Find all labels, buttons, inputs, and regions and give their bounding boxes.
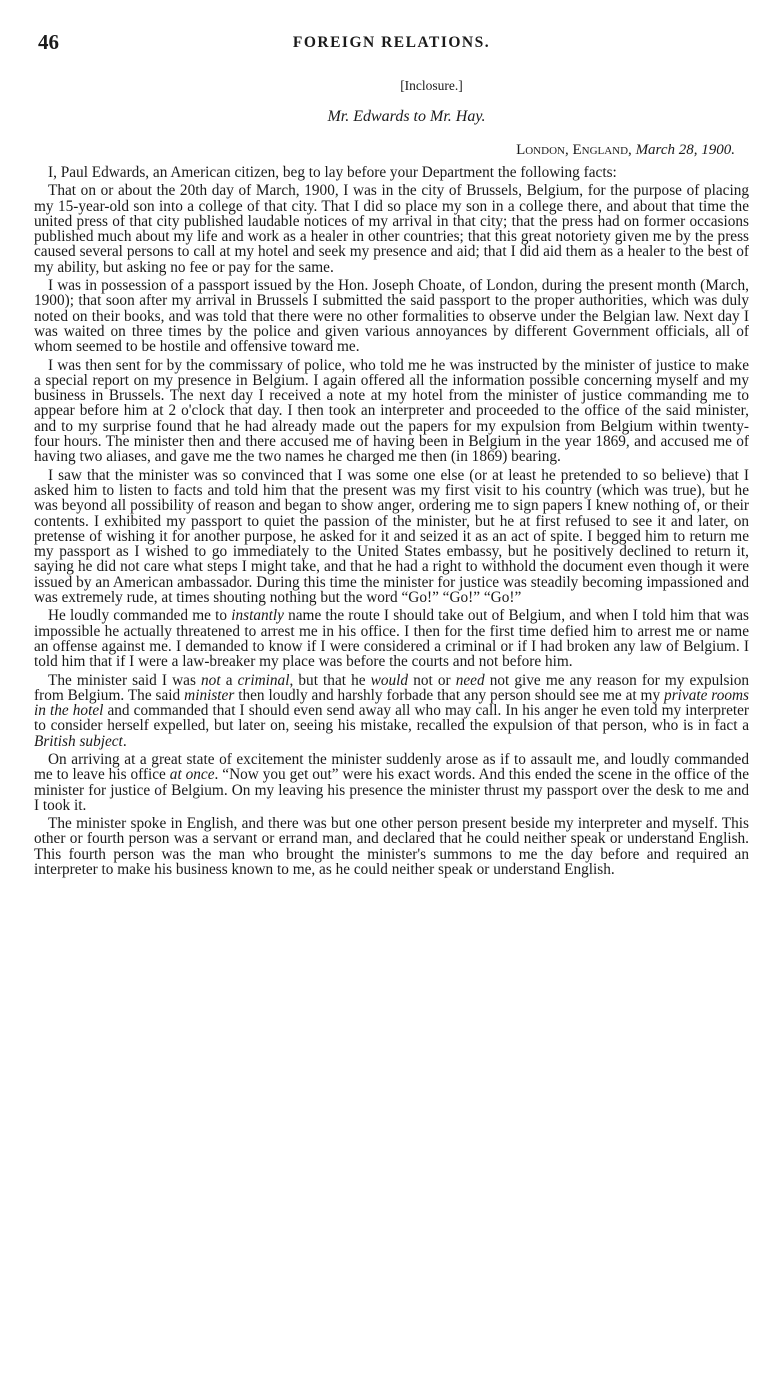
body-paragraph: I saw that the minister was so convinced that I was some one else (or at least he pretended to so believe) that I asked him to listen to facts and told him that the present was my first visit to his country (which was true), but he was beyond all possibility of reason and began to show anger, ordering me to sign papers I knew nothing of, or their contents. I exhibited my passport to quiet the passion of the minister, but he at first refused to see it and later, on pretense of wishing it for another purpose, he asked for it and seized it as an act of spite. I begged him to return me my passport as I wished to go immediately to the United States embassy, but he positively declined to return it, saying he did not care what steps I might take, and that he had a right to withhold the document even though it were issued by an American ambassador. During this time the minister for justice was steadily becoming impassioned and was extremely rude, at times shouting nothing but the word “Go!” “Go!” “Go!” (34, 466, 749, 607)
running-head: FOREIGN RELATIONS. (292, 34, 491, 51)
body-paragraph: I was then sent for by the commissary of police, who told me he was instructed by the minister of justice to make a special report on my presence in Belgium. I again offered all the information possible concerning myself and my business in Brussels. The next day I received a note at my hotel from the minister of justice commanding me to appear before him at 2 o'clock that day. I then took an interpreter and proceeded to the office of the said minister, and to my surprise found that he had already made out the papers for my expulsion from Belgium within twenty-four hours. The minister then and there accused me of having been in Belgium in the year 1869, and accused me of having two aliases, and gave me the two names he charged me then (in 1869) bearing. (34, 356, 749, 466)
body-paragraph: The minister said I was not a criminal, but that he would not or need not give me any reason for my expulsion from Belgium. The said minister then loudly and harshly forbade that any person should see me at my private rooms in the hotel and commanded that I should even send away all who may call. In his anger he even told my interpreter to consider herself expelled, but later on, seeing his mistake, recalled the expulsion of that person, who is in fact a British subject. (34, 671, 749, 750)
body-paragraph: The minister spoke in English, and there was but one other person present beside my interpreter and myself. This other or fourth person was a servant or errand man, and declared that he could neither speak or understand English. This fourth person was the man who brought the minister's summons to me the day before and required an interpreter to make his business known to me, as he could neither speak or understand English. (34, 815, 749, 879)
body-paragraph: That on or about the 20th day of March, 1900, I was in the city of Brussels, Belgium, for the purpose of placing my 15-year-old son into a college of that city. That I did so place my son in a college there, and about that time the united press of that city published laudable notices of my arrival in that city; that the press had on former occasions published much about my life and work as a healer in other countries; that this great notoriety given me by the press caused several persons to call at my hotel and seek my presence and aid; that I did aid them as a healer to the best of my ability, but asking no fee or pay for the same. (34, 182, 749, 276)
dateline-place: London, England, (516, 142, 632, 158)
body-paragraph: I, Paul Edwards, an American citizen, beg to lay before your Department the following facts: (48, 164, 617, 181)
letter-title: Mr. Edwards to Mr. Hay. (327, 108, 486, 125)
body-paragraph: On arriving at a great state of excitement the minister suddenly arose as if to assault me, and loudly commanded me to leave his office at once. “Now you get out” were his exact words. And this ended the scene in the office of the minister for justice of Belgium. On my leaving his presence the minister thrust my passport over the desk to me and I took it. (34, 750, 749, 814)
body-paragraph: I was in possession of a passport issued by the Hon. Joseph Choate, of London, during the present month (March, 1900); that soon after my arrival in Brussels I submitted the said passport to the proper authorities, which was duly noted on their books, and was told that there were no other formalities to observe under the Belgian law. Next day I was waited on three times by the police and given various annoyances by different Government officials, all of whom seemed to be hostile and offensive toward me. (34, 277, 749, 356)
inclosure-label: [Inclosure.] (400, 78, 463, 93)
page-header (34, 30, 749, 58)
body-paragraph: He loudly commanded me to instantly name the route I should take out of Belgium, and when I told him that was impossible he actually threatened to arrest me in his office. I then for the first time defied him to arrest me or name an offense against me. I demanded to know if I were considered a criminal or if I had broken any law of Belgium. I told him that if I were a law-breaker my place was before the courts and not before him. (34, 607, 749, 671)
dateline-date: March 28, 1900. (635, 142, 735, 158)
page-number: 46 (38, 30, 59, 54)
dateline (34, 142, 749, 159)
letter-body (34, 165, 749, 877)
